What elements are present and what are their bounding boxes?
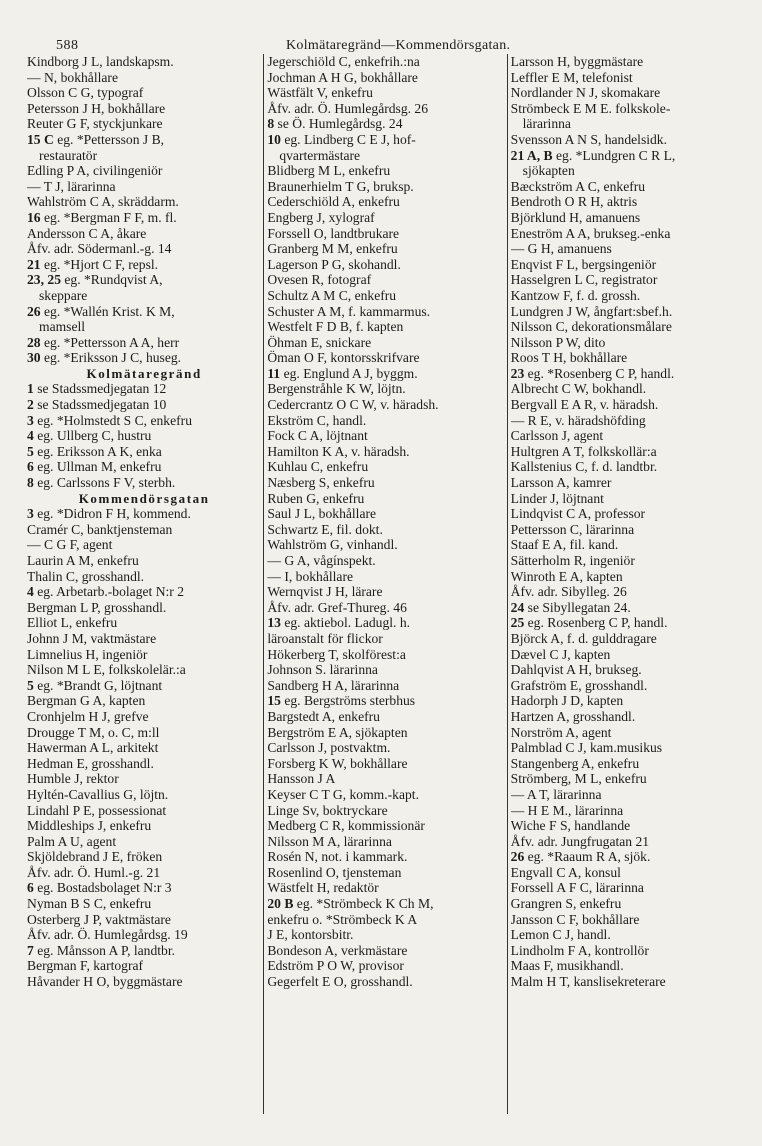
directory-entry: Roos T H, bokhållare bbox=[510, 350, 628, 366]
directory-entry: Westfelt F D B, f. kapten bbox=[267, 319, 404, 335]
directory-entry: Bergman L P, grosshandl. bbox=[27, 599, 167, 615]
house-number: 15 C bbox=[27, 131, 54, 147]
directory-entry: 3 eg. *Holmstedt S C, enkefru bbox=[27, 412, 192, 428]
house-number: 16 bbox=[27, 209, 41, 225]
directory-entry: Åfv. adr. Ö. Humlegårdsg. 26 bbox=[267, 100, 429, 116]
house-number: 1 bbox=[27, 381, 34, 397]
directory-entry: Schultz A M C, enkefru bbox=[267, 287, 397, 303]
directory-entry: 28 eg. *Pettersson A A, herr bbox=[27, 334, 180, 350]
directory-entry: Stangenberg A, enkefru bbox=[510, 755, 640, 771]
directory-entry: Enqvist F L, bergsingeniör bbox=[510, 256, 657, 272]
house-number: 26 bbox=[510, 849, 525, 865]
directory-entry: 24 se Sibyllegatan 24. bbox=[510, 599, 631, 615]
directory-entry: Svensson A N S, handelsidk. bbox=[510, 131, 667, 147]
directory-entry: Hultgren A T, folkskollär:a bbox=[510, 443, 657, 459]
directory-entry: Leffler E M, telefonist bbox=[510, 69, 633, 85]
directory-entry: Cederschiöld A, enkefru bbox=[267, 194, 400, 210]
entry-continuation: lärarinna bbox=[522, 116, 571, 132]
directory-entry: Carlsson J, agent bbox=[510, 428, 604, 444]
directory-columns bbox=[24, 54, 744, 1114]
directory-entry: Schuster A M, f. kammarmus. bbox=[267, 303, 431, 319]
directory-entry: — T J, lärarinna bbox=[27, 178, 116, 194]
directory-entry: Keyser C T G, komm.-kapt. bbox=[267, 786, 419, 802]
directory-entry: Hyltén-Cavallius G, löjtn. bbox=[27, 786, 169, 802]
directory-entry: Staaf E A, fil. kand. bbox=[510, 537, 619, 553]
directory-entry: Kuhlau C, enkefru bbox=[267, 459, 369, 475]
column-3 bbox=[507, 54, 744, 1114]
directory-entry: 25 eg. Rosenberg C P, handl. bbox=[510, 615, 668, 631]
directory-entry: Ovesen R, fotograf bbox=[267, 272, 372, 288]
directory-entry: Jansson C F, bokhållare bbox=[510, 911, 640, 927]
directory-entry: — G H, amanuens bbox=[510, 241, 612, 257]
directory-entry: Hadorph J D, kapten bbox=[510, 693, 624, 709]
entry-continuation: qvartermästare bbox=[279, 147, 361, 163]
directory-entry: Engberg J, xylograf bbox=[267, 209, 375, 225]
directory-entry: Schwartz E, fil. dokt. bbox=[267, 521, 383, 537]
directory-entry: 8 se Ö. Humlegårdsg. 24 bbox=[267, 116, 403, 132]
directory-entry: 23, 25 eg. *Rundqvist A, bbox=[27, 272, 163, 288]
house-number: 4 bbox=[27, 584, 34, 600]
column-2 bbox=[263, 54, 506, 1114]
house-number: 4 bbox=[27, 428, 34, 444]
directory-entry: Lagerson P G, skohandl. bbox=[267, 256, 401, 272]
entry-continuation: restauratör bbox=[39, 147, 98, 163]
house-number: 2 bbox=[27, 397, 34, 413]
house-number: 6 bbox=[27, 880, 34, 896]
directory-entry: Larsson H, byggmästare bbox=[510, 54, 644, 69]
directory-entry: 4 eg. Ullberg C, hustru bbox=[27, 428, 152, 444]
directory-entry: Linge Sv, boktryckare bbox=[267, 802, 388, 818]
directory-entry: Eneström A A, brukseg.-enka bbox=[510, 225, 671, 241]
directory-entry: Åfv. adr. Gref-Thureg. 46 bbox=[267, 599, 407, 615]
directory-entry: Cronhjelm H J, grefve bbox=[27, 708, 149, 724]
directory-entry: Bendroth O R H, aktris bbox=[510, 194, 638, 210]
directory-entry: enkefru o. *Strömbeck K A bbox=[267, 911, 418, 927]
directory-entry: Maas F, musikhandl. bbox=[510, 958, 624, 974]
directory-entry: Winroth E A, kapten bbox=[510, 568, 623, 584]
directory-entry: Granberg M M, enkefru bbox=[267, 241, 398, 257]
directory-entry: Hasselgren L C, registrator bbox=[510, 272, 658, 288]
directory-entry: Palm A U, agent bbox=[27, 833, 117, 849]
directory-entry: Öhman E, snickare bbox=[267, 334, 372, 350]
directory-entry: Bondeson A, verkmästare bbox=[267, 942, 408, 958]
directory-entry: Johnn J M, vaktmästare bbox=[27, 630, 157, 646]
directory-entry: Dahlqvist A H, brukseg. bbox=[510, 662, 642, 678]
directory-entry: 6 eg. Ullman M, enkefru bbox=[27, 459, 162, 475]
directory-entry: Pettersson C, lärarinna bbox=[510, 521, 635, 537]
directory-entry: Hansson J A bbox=[267, 771, 336, 787]
directory-entry: — H E M., lärarinna bbox=[510, 802, 624, 818]
directory-entry: 21 A, B eg. *Lundgren C R L, bbox=[510, 147, 676, 163]
directory-entry: 15 eg. Bergströms sterbhus bbox=[267, 693, 416, 709]
house-number: 25 bbox=[510, 615, 525, 631]
directory-entry: Åfv. adr. Sibylleg. 26 bbox=[510, 584, 627, 600]
house-number: 8 bbox=[27, 475, 34, 491]
directory-entry: Petersson J H, bokhållare bbox=[27, 100, 166, 116]
directory-entry: Laurin A M, enkefru bbox=[27, 553, 139, 568]
directory-entry: Bergman G A, kapten bbox=[27, 693, 146, 709]
directory-entry: Wästfält V, enkefru bbox=[267, 85, 373, 101]
directory-entry: Hedman E, grosshandl. bbox=[27, 755, 154, 771]
directory-entry: Fock C A, löjtnant bbox=[267, 428, 368, 444]
directory-entry: Lindqvist C A, professor bbox=[510, 506, 646, 522]
directory-entry: Bæckström A C, enkefru bbox=[510, 178, 646, 194]
directory-entry: Rosén N, not. i kammark. bbox=[267, 849, 408, 865]
directory-entry: 5 eg. *Brandt G, löjtnant bbox=[27, 677, 163, 693]
directory-entry: Ekström C, handl. bbox=[267, 412, 367, 428]
directory-entry: Reuter G F, styckjunkare bbox=[27, 116, 163, 132]
directory-entry: Grangren S, enkefru bbox=[510, 896, 622, 912]
directory-entry: — I, bokhållare bbox=[267, 568, 354, 584]
directory-entry: Braunerhielm T G, bruksp. bbox=[267, 178, 414, 194]
house-number: 24 bbox=[510, 599, 525, 615]
page-number: 588 bbox=[56, 38, 79, 53]
house-number: 15 bbox=[267, 693, 281, 709]
directory-entry: Bargstedt A, enkefru bbox=[267, 708, 380, 724]
directory-entry: Åfv. adr. Ö. Humlegårdsg. 19 bbox=[27, 927, 188, 943]
entry-continuation: skeppare bbox=[39, 287, 88, 303]
directory-entry: — G A, vågínspekt. bbox=[267, 553, 376, 568]
directory-entry: Saul J L, bokhållare bbox=[267, 506, 377, 522]
directory-entry: Kantzow F, f. d. grossh. bbox=[510, 287, 641, 303]
house-number: 7 bbox=[27, 942, 34, 958]
house-number: 13 bbox=[267, 615, 281, 631]
house-number: 5 bbox=[27, 677, 34, 693]
entry-continuation: sjökapten bbox=[522, 163, 575, 179]
directory-entry: 23 eg. *Rosenberg C P, handl. bbox=[510, 365, 675, 381]
directory-entry: — N, bokhållare bbox=[27, 69, 118, 85]
directory-entry: — C G F, agent bbox=[27, 537, 113, 553]
directory-entry: Wernqvist J H, lärare bbox=[267, 584, 383, 600]
directory-entry: Medberg C R, kommissionär bbox=[267, 818, 425, 834]
directory-entry: 6 eg. Bostadsbolaget N:r 3 bbox=[27, 880, 172, 896]
directory-entry: 7 eg. Månsson A P, landtbr. bbox=[27, 942, 176, 958]
directory-entry: 20 B eg. *Strömbeck K Ch M, bbox=[267, 896, 434, 912]
house-number: 3 bbox=[27, 412, 34, 428]
directory-entry: Lindholm F A, kontrollör bbox=[510, 942, 649, 958]
directory-entry: Carlsson J, postvaktm. bbox=[267, 740, 391, 756]
directory-entry: Kallstenius C, f. d. landtbr. bbox=[510, 459, 658, 475]
directory-entry: Jegerschiöld C, enkefrih.:na bbox=[267, 54, 420, 69]
directory-entry: Strömbeck E M E. folkskole- bbox=[510, 100, 671, 116]
directory-entry: 10 eg. Lindberg C E J, hof- bbox=[267, 131, 416, 147]
directory-entry: Björklund H, amanuens bbox=[510, 209, 641, 225]
directory-entry: Lindahl P E, possessionat bbox=[27, 802, 167, 818]
directory-entry: Larsson A, kamrer bbox=[510, 475, 612, 491]
directory-entry: Åfv. adr. Ö. Huml.-g. 21 bbox=[27, 864, 161, 880]
house-number: 30 bbox=[27, 350, 41, 366]
entry-continuation: mamsell bbox=[39, 319, 86, 335]
directory-entry: Blidberg M L, enkefru bbox=[267, 163, 391, 179]
directory-entry: 16 eg. *Bergman F F, m. fl. bbox=[27, 209, 177, 225]
directory-entry: Hökerberg T, skolförest:a bbox=[267, 646, 406, 662]
house-number: 20 B bbox=[267, 896, 294, 912]
directory-entry: Bergvall E A R, v. häradsh. bbox=[510, 397, 659, 413]
directory-entry: Middleships J, enkefru bbox=[27, 818, 152, 834]
house-number: 5 bbox=[27, 443, 34, 459]
directory-entry: Albrecht C W, bokhandl. bbox=[510, 381, 647, 397]
directory-entry: 26 eg. *Wallén Krist. K M, bbox=[27, 303, 175, 319]
directory-entry: 13 eg. aktiebol. Ladugl. h. bbox=[267, 615, 411, 631]
street-heading: Kommendörsgatan bbox=[78, 490, 210, 506]
directory-entry: Wästfelt H, redaktör bbox=[267, 880, 379, 896]
directory-entry: Grafström E, grosshandl. bbox=[510, 677, 648, 693]
directory-entry: Forsberg K W, bokhållare bbox=[267, 755, 408, 771]
directory-entry: Osterberg J P, vaktmästare bbox=[27, 911, 171, 927]
directory-entry: Åfv. adr. Jungfrugatan 21 bbox=[510, 833, 650, 849]
directory-entry: läroanstalt för flickor bbox=[267, 630, 383, 646]
directory-entry: 11 eg. Englund A J, byggm. bbox=[267, 365, 418, 381]
directory-entry: Håvander H O, byggmästare bbox=[27, 974, 183, 990]
directory-entry: Åfv. adr. Södermanl.-g. 14 bbox=[27, 241, 172, 257]
directory-entry: Öman O F, kontorsskrifvare bbox=[267, 350, 420, 366]
directory-entry: 26 eg. *Raaum R A, sjök. bbox=[510, 849, 651, 865]
directory-entry: Bergenstråhle K W, löjtn. bbox=[267, 381, 406, 397]
directory-entry: 3 eg. *Didron F H, kommend. bbox=[27, 506, 191, 522]
directory-entry: Lundgren J W, ångfart:sbef.h. bbox=[510, 303, 673, 319]
directory-entry: Wahlström G, vinhandl. bbox=[267, 537, 398, 553]
directory-entry: Nilson M L E, folkskolelär.:a bbox=[27, 662, 186, 678]
directory-entry: 2 se Stadssmedjegatan 10 bbox=[27, 397, 167, 413]
directory-entry: J E, kontorsbitr. bbox=[267, 927, 354, 943]
directory-entry: 5 eg. Eriksson A K, enka bbox=[27, 443, 162, 459]
house-number: 11 bbox=[267, 365, 281, 381]
directory-entry: 1 se Stadssmedjegatan 12 bbox=[27, 381, 167, 397]
directory-entry: Wiche F S, handlande bbox=[510, 818, 631, 834]
directory-entry: — A T, lärarinna bbox=[510, 786, 602, 802]
directory-entry: Hartzen A, grosshandl. bbox=[510, 708, 636, 724]
directory-entry: Engvall C A, konsul bbox=[510, 864, 621, 880]
directory-entry: Ruben G, enkefru bbox=[267, 490, 365, 506]
directory-entry: 15 C eg. *Pettersson J B, bbox=[27, 131, 165, 147]
directory-entry: Thalin C, grosshandl. bbox=[27, 568, 145, 584]
house-number: 3 bbox=[27, 506, 34, 522]
directory-entry: Edström P O W, provisor bbox=[267, 958, 404, 974]
directory-entry: 30 eg. *Eriksson J C, huseg. bbox=[27, 350, 182, 366]
directory-entry: Palmblad C J, kam.musikus bbox=[510, 740, 663, 756]
house-number: 28 bbox=[27, 334, 41, 350]
directory-entry: Sandberg H A, lärarinna bbox=[267, 677, 400, 693]
directory-entry: Jochman A H G, bokhållare bbox=[267, 69, 418, 85]
directory-entry: Hawerman A L, arkitekt bbox=[27, 740, 159, 756]
directory-entry: Drougge T M, o. C, m:ll bbox=[27, 724, 160, 740]
house-number: 26 bbox=[27, 303, 41, 319]
directory-entry: Humble J, rektor bbox=[27, 771, 119, 787]
house-number: 23 bbox=[510, 365, 525, 381]
directory-entry: Nilsson P W, dito bbox=[510, 334, 606, 350]
directory-entry: 21 eg. *Hjort C F, repsl. bbox=[27, 256, 159, 272]
directory-entry: Nyman B S C, enkefru bbox=[27, 896, 152, 912]
directory-entry: Kindborg J L, landskapsm. bbox=[27, 54, 174, 69]
directory-entry: Edling P A, civilingeniör bbox=[27, 163, 163, 179]
directory-entry: Gegerfelt E O, grosshandl. bbox=[267, 974, 413, 990]
directory-entry: Hamilton K A, v. häradsh. bbox=[267, 443, 410, 459]
directory-entry: Norström A, agent bbox=[510, 724, 612, 740]
house-number: 23, 25 bbox=[27, 272, 61, 288]
directory-entry: Nilsson M A, lärarinna bbox=[267, 833, 392, 849]
directory-entry: Elliot L, enkefru bbox=[27, 615, 118, 631]
directory-entry: Limnelius H, ingeniör bbox=[27, 646, 148, 662]
page-header bbox=[24, 16, 744, 54]
directory-entry: Malm H T, kanslisekreterare bbox=[510, 974, 666, 990]
directory-entry: Cedercrantz O C W, v. häradsh. bbox=[267, 397, 439, 413]
house-number: 21 bbox=[27, 256, 41, 272]
directory-entry: Bergman F, kartograf bbox=[27, 958, 144, 974]
directory-entry: Lemon C J, handl. bbox=[510, 927, 611, 943]
directory-entry: — R E, v. häradshöfding bbox=[510, 412, 646, 428]
directory-entry: Skjöldebrand J E, fröken bbox=[27, 849, 163, 865]
directory-entry: Olsson C G, typograf bbox=[27, 85, 144, 101]
house-number: 10 bbox=[267, 131, 281, 147]
directory-entry: Björck A, f. d. gulddragare bbox=[510, 630, 657, 646]
directory-entry: Andersson C A, åkare bbox=[27, 225, 147, 241]
directory-entry: Sätterholm R, ingeniör bbox=[510, 553, 635, 568]
directory-entry: Rosenlind O, tjensteman bbox=[267, 864, 402, 880]
directory-entry: Linder J, löjtnant bbox=[510, 490, 604, 506]
directory-entry: Wahlström C A, skräddarm. bbox=[27, 194, 179, 210]
directory-entry: Nordlander N J, skomakare bbox=[510, 85, 661, 101]
house-number: 8 bbox=[267, 116, 275, 132]
column-1 bbox=[24, 54, 263, 1114]
directory-entry: Strömberg, M L, enkefru bbox=[510, 771, 647, 787]
street-heading: Kolmätaregränd bbox=[86, 365, 202, 381]
directory-entry: Nilsson C, dekorationsmålare bbox=[510, 319, 672, 335]
directory-entry: Dævel C J, kapten bbox=[510, 646, 611, 662]
running-head: Kolmätaregränd—Kommendörsgatan. bbox=[286, 38, 511, 53]
directory-entry: Næsberg S, enkefru bbox=[267, 475, 375, 491]
directory-entry: 4 eg. Arbetarb.-bolaget N:r 2 bbox=[27, 584, 185, 600]
house-number: 6 bbox=[27, 459, 34, 475]
directory-entry: Bergström E A, sjökapten bbox=[267, 724, 408, 740]
directory-entry: Johnson S. lärarinna bbox=[267, 662, 378, 678]
directory-entry: 8 eg. Carlssons F V, sterbh. bbox=[27, 475, 176, 491]
directory-entry: Forssell A F C, lärarinna bbox=[510, 880, 644, 896]
directory-entry: Forssell O, landtbrukare bbox=[267, 225, 400, 241]
directory-entry: Cramér C, banktjensteman bbox=[27, 521, 173, 537]
house-number: 21 A, B bbox=[510, 147, 553, 163]
